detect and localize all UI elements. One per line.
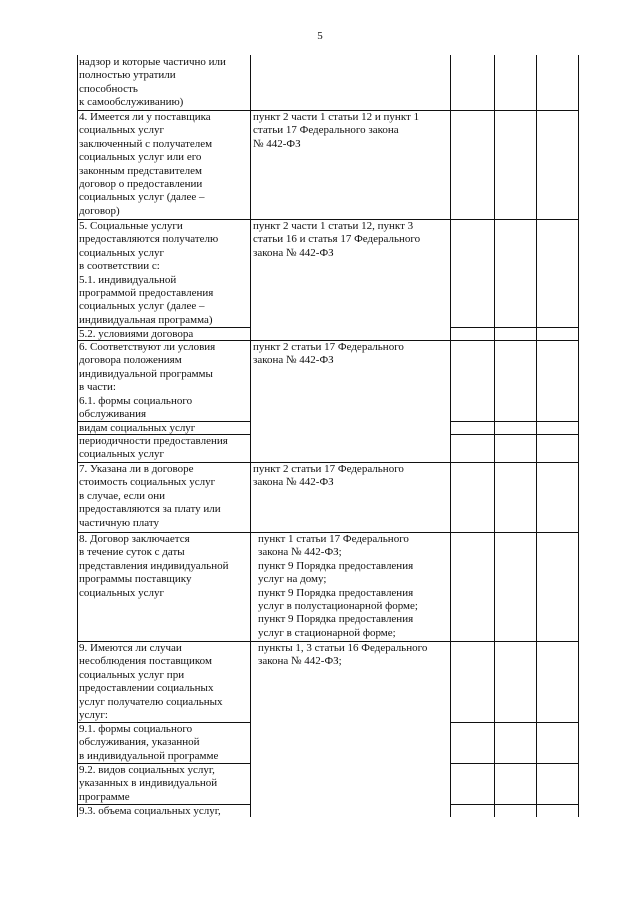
page-number: 5 <box>317 30 323 42</box>
criterion-cell: 5.2. условиями договора <box>79 328 194 340</box>
legal-basis-cell: пункт 2 части 1 статьи 12, пункт 3 статьи 16 и статья 17 Федерального закона № 442-ФЗ <box>253 220 421 259</box>
row-divider <box>450 327 579 328</box>
criterion-cell: 9.1. формы социального обслуживания, указанной в индивидуальной программе <box>79 723 219 762</box>
legal-basis-cell: пункт 2 части 1 статьи 12 и пункт 1 статьи 17 Федерального закона № 442-ФЗ <box>253 111 420 150</box>
legal-basis-cell: пункт 2 статьи 17 Федерального закона № 442-ФЗ <box>253 463 404 489</box>
criterion-cell: 4. Имеется ли у поставщика социальных услуг заключенный с получателем социальных услуг или его законным представителем договор о предоставлении социальных услуг (далее – договор) <box>79 111 213 217</box>
criterion-cell: 8. Договор заключается в течение суток с даты представления индивидуальной программы поставщику социальных услуг <box>79 533 229 599</box>
criterion-cell: 5. Социальные услуги предоставляются получателю социальных услуг в соответствии с: 5.1. индивидуальной программой предоставления социальных услуг (далее – индивидуальная программа) <box>79 220 219 326</box>
table-border-right <box>578 55 579 817</box>
row-divider <box>450 804 579 805</box>
criterion-cell: 9. Имеются ли случаи несоблюдения поставщиком социальных услуг при предоставлении социальных услуг получателю социальных услуг: <box>79 642 223 722</box>
legal-basis-cell: пункт 1 статьи 17 Федерального закона № 442-ФЗ; пункт 9 Порядка предоставления услуг на дому; пункт 9 Порядка предоставления услуг в полустационарной форме; пункт 9 Порядка предоставления услуг в стационарной форме; <box>258 533 418 639</box>
criterion-cell: 6. Соответствуют ли условия договора положениям индивидуальной программы в части: 6.1. формы социального обслуживания <box>79 341 216 421</box>
criterion-cell: видам социальных услуг <box>79 422 196 434</box>
table-divider-col2 <box>450 55 451 817</box>
criterion-cell: 9.3. объема социальных услуг, <box>79 805 221 817</box>
criterion-cell: 7. Указана ли в договоре стоимость социальных услуг в случае, если они предоставляются за плату или частичную плату <box>79 463 221 529</box>
row-divider <box>450 421 579 422</box>
criterion-cell: 9.2. видов социальных услуг, указанных в индивидуальной программе <box>79 764 218 803</box>
criterion-cell: периодичности предоставления социальных услуг <box>79 435 228 461</box>
row-divider <box>450 434 579 435</box>
row-divider <box>450 763 579 764</box>
table-border-left <box>77 55 78 817</box>
table-divider-col4 <box>536 55 537 817</box>
table-divider-col3 <box>494 55 495 817</box>
criterion-cell: надзор и которые частично или полностью утратили способность к самообслуживанию) <box>79 56 226 109</box>
legal-basis-cell: пункт 2 статьи 17 Федерального закона № 442-ФЗ <box>253 341 404 367</box>
legal-basis-cell: пункты 1, 3 статьи 16 Федерального закона № 442-ФЗ; <box>258 642 428 668</box>
row-divider <box>450 722 579 723</box>
table-divider-col1 <box>250 55 251 817</box>
